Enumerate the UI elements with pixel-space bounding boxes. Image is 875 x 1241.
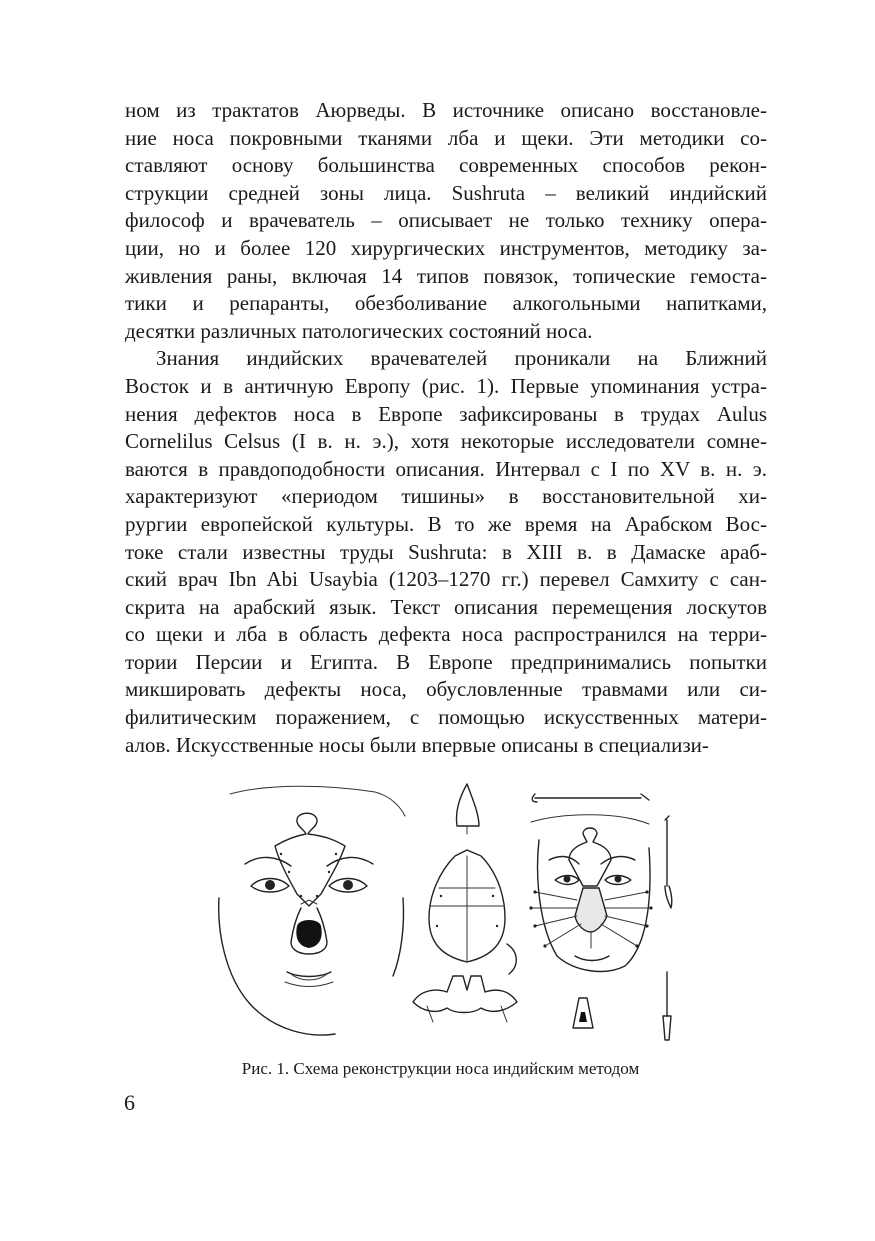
face-with-sutured-flap-drawing [529, 794, 671, 1040]
text-line: тории Персии и Египта. В Европе предпринимались попытки [125, 649, 767, 674]
figure-1-illustration [205, 776, 675, 1046]
text-line: токе стали известны труды Sushruta: в XIII в. в Дамаске араб- [125, 539, 767, 564]
text-line: рургии европейской культуры. В то же время на Арабском Вос- [125, 511, 767, 536]
paragraph-2 [125, 345, 767, 759]
text-line: Cornelilus Celsus (I в. н. э.), хотя некоторые исследователи сомне- [125, 429, 767, 454]
text-line: Восток и в античную Европу (рис. 1). Первые упоминания устра- [125, 373, 767, 398]
figure-caption: Рис. 1. Схема реконструкции носа индийским методом [241, 1059, 640, 1078]
text-line: ние носа покровными тканями лба и щеки. Эти методики со- [125, 125, 767, 150]
text-line: алов. Искусственные носы были впервые описаны в специализи- [125, 732, 709, 757]
text-line: десятки различных патологических состояний носа. [125, 318, 593, 343]
text-line: ном из трактатов Аюрведы. В источнике описано восстановле- [125, 98, 767, 122]
text-line: тики и репаранты, обезболивание алкогольными напитками, [125, 291, 767, 316]
body-text [125, 97, 767, 759]
text-line: ставляют основу большинства современных способов рекон- [125, 153, 767, 178]
text-line: струкции средней зоны лица. Sushruta – великий индийский [125, 180, 767, 205]
text-line: живления раны, включая 14 типов повязок, топические гемоста- [125, 263, 767, 288]
paragraph-1 [125, 97, 767, 345]
text-line: Знания индийских врачевателей проникали на Ближний [156, 346, 767, 371]
text-line: ции, но и более 120 хирургических инструментов, методику за- [125, 235, 767, 260]
text-line: философ и врачеватель – описывает не только технику опера- [125, 208, 767, 233]
page-number: 6 [124, 1090, 135, 1115]
text-line: филитическим поражением, с помощью искусственных матери- [125, 705, 767, 730]
leaf-template-and-nose-schemes [413, 784, 517, 1022]
text-line: ваются в правдоподобности описания. Интервал с I по XV в. н. э. [125, 456, 767, 481]
text-line: скрита на арабский язык. Текст описания перемещения лоскутов [125, 594, 767, 619]
text-line: ский врач Ibn Abi Usaybia (1203–1270 гг.) перевел Самхиту с сан- [125, 567, 767, 592]
text-line: нения дефектов носа в Европе зафиксированы в трудах Aulus [125, 401, 767, 426]
text-line: со щеки и лба в область дефекта носа распространился на терри- [125, 622, 767, 647]
face-with-forehead-flap-drawing [219, 786, 405, 1035]
text-line: характеризуют «периодом тишины» в восстановительной хи- [125, 484, 767, 509]
text-line: микшировать дефекты носа, обусловленные травмами или си- [125, 677, 767, 702]
